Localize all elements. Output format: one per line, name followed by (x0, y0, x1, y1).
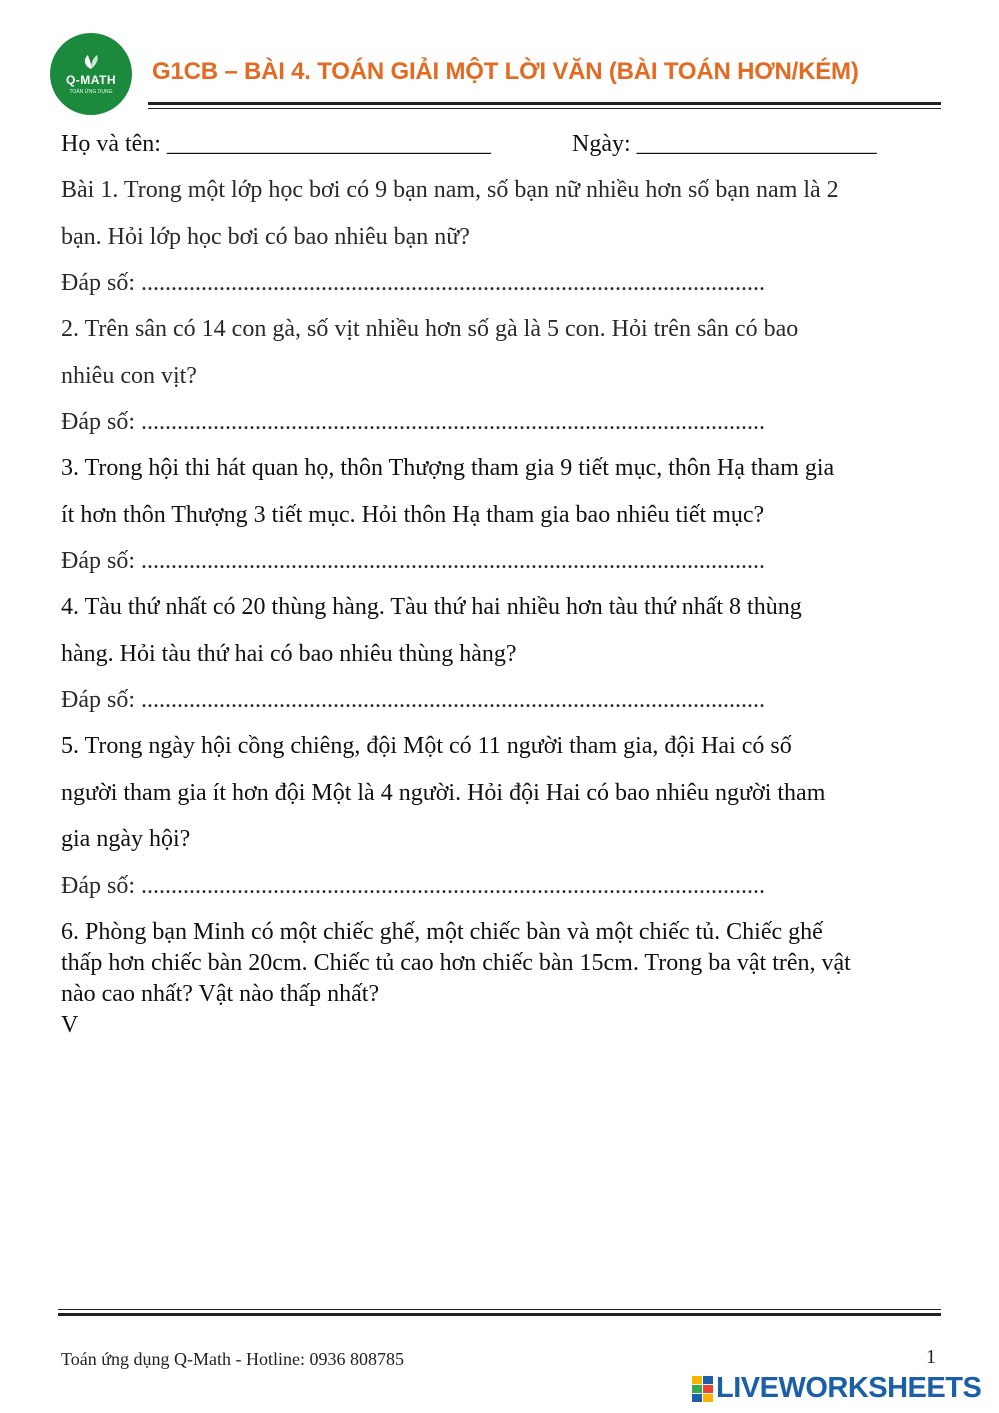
problem-1-line-2: bạn. Hỏi lớp học bơi có bao nhiêu bạn nữ? (61, 224, 470, 250)
date-field-line: Ngày: ____________________ (572, 131, 877, 157)
problem-6-line-3: nào cao nhất? Vật nào thấp nhất? (61, 981, 380, 1007)
header-rule-thick (148, 102, 941, 105)
problem-3-line-2: ít hơn thôn Thượng 3 tiết mục. Hỏi thôn Hạ tham gia bao nhiêu tiết mục? (61, 502, 765, 528)
name-field-line: Họ và tên: ___________________________ (61, 131, 491, 157)
problem-5-line-1: 5. Trong ngày hội cồng chiêng, đội Một có 11 người tham gia, đội Hai có số (61, 733, 792, 759)
logo-brand: Q-MATH (65, 72, 117, 87)
footer-text: Toán ứng dụng Q-Math - Hotline: 0936 808785 (61, 1349, 404, 1369)
q-math-logo (50, 33, 132, 115)
problem-4-line-1: 4. Tàu thứ nhất có 20 thùng hàng. Tàu thứ hai nhiều hơn tàu thứ nhất 8 thùng (61, 594, 802, 620)
problem-4-line-2: hàng. Hỏi tàu thứ hai có bao nhiêu thùng hàng? (61, 641, 517, 667)
problem-6-line-1: 6. Phòng bạn Minh có một chiếc ghế, một chiếc bàn và một chiếc tủ. Chiếc ghế (61, 919, 823, 945)
liveworksheets-logo-icon (692, 1376, 714, 1402)
problem-5-line-3: gia ngày hội? (61, 826, 191, 852)
problem-5-line-2: người tham gia ít hơn đội Một là 4 người. Hỏi đội Hai có bao nhiêu người tham (61, 780, 826, 806)
page-number: 1 (926, 1346, 936, 1368)
problem-2-line-2: nhiêu con vịt? (61, 363, 197, 389)
problem-3-line-1: 3. Trong hội thi hát quan họ, thôn Thượng tham gia 9 tiết mục, thôn Hạ tham gia (61, 455, 835, 481)
problem-1-answer: Đáp số: ........................................................................................................ (61, 270, 765, 296)
problem-4-answer: Đáp số: ........................................................................................................ (61, 687, 765, 713)
liveworksheets-watermark (692, 1372, 981, 1405)
problem-6-line-4: V (61, 1012, 79, 1038)
header-rule-thin (148, 108, 941, 109)
footer-rule-thin (58, 1309, 941, 1310)
liveworksheets-text: LIVEWORKSHEETS (716, 1372, 982, 1404)
problem-2-line-1: 2. Trên sân có 14 con gà, số vịt nhiều hơn số gà là 5 con. Hỏi trên sân có bao (61, 316, 799, 342)
logo-tagline: TOÁN ỨNG DỤNG (69, 88, 113, 95)
problem-5-answer: Đáp số: ........................................................................................................ (61, 873, 765, 899)
problem-2-answer: Đáp số: ........................................................................................................ (61, 409, 765, 435)
footer-rule-thick (58, 1313, 941, 1316)
page-title: G1CB – BÀI 4. TOÁN GIẢI MỘT LỜI VĂN (BÀI TOÁN HƠN/KÉM) (152, 58, 859, 85)
problem-3-answer: Đáp số: ........................................................................................................ (61, 548, 765, 574)
problem-1-line-1: Bài 1. Trong một lớp học bơi có 9 bạn nam, số bạn nữ nhiều hơn số bạn nam là 2 (61, 177, 839, 203)
leaf-icon (80, 54, 102, 70)
problem-6-line-2: thấp hơn chiếc bàn 20cm. Chiếc tủ cao hơn chiếc bàn 15cm. Trong ba vật trên, vật (61, 950, 851, 976)
